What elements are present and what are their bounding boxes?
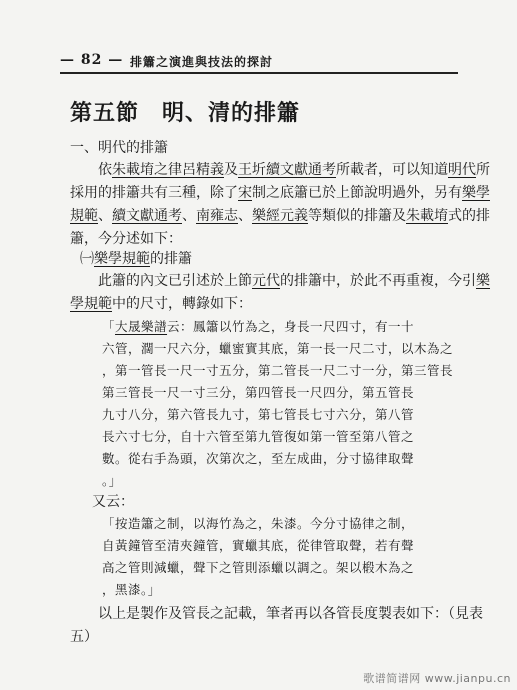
text-line: 以上是製作及管長之記載，筆者再以各管長度製表如下：（見表: [98, 606, 483, 622]
block-quote-2: [102, 513, 414, 601]
running-header: [60, 52, 460, 74]
text-line: 規範、續文獻通考、南雍志、樂經元義等類似的排簫及朱載堉式的排: [70, 208, 490, 224]
paragraph-intro: [70, 159, 490, 251]
text-line: 學規範中的尺寸，轉錄如下：: [70, 296, 252, 312]
subsection-heading: ㈠樂學規範的排簫: [80, 251, 192, 267]
chapter-title: 第五節 明、清的排簫: [70, 100, 301, 126]
quote-line: 自黃鐘管至清夾鐘管，實蠟其底，從律管取聲，若有聲: [102, 538, 415, 553]
text-line: 依朱載堉之律呂精義及王圻續文獻通考所載者，可以知道明代所: [98, 162, 490, 178]
quote-line: 數。從右手為頭，次第次之，至左成曲，分寸協律取聲: [102, 451, 415, 466]
quote-line: 第三管長一尺一寸三分，第四管長一尺四分，第五管長: [102, 385, 415, 400]
paragraph-closing: [70, 603, 483, 649]
quote-line: 九寸八分，第六管長九寸，第七管長七寸六分，第八管: [102, 407, 415, 422]
quote-line: 長六寸七分，自十六管至第九管復如第一管至第八管之: [102, 429, 415, 444]
quote-line: ，第一管長一尺一寸五分，第二管長一尺二寸一分，第三管長: [102, 363, 454, 378]
block-quote-1: [102, 316, 453, 492]
quote-line: 高之管則減蠟，聲下之管則添蠟以調之。架以椴木為之: [102, 560, 415, 575]
quote-line: 。」: [102, 473, 122, 488]
page-number: — 82 —: [60, 52, 124, 68]
paragraph-subsection: [70, 270, 490, 316]
quote-line: 「大晟樂譜云：鳳簫以竹為之，身長一尺四寸，有一十: [102, 319, 415, 334]
header-rule: [60, 72, 458, 74]
text-line: 五）: [70, 629, 98, 645]
quote-line: 六管，濶一尺六分，蠟蜜實其底，第一長一尺二寸，以木為之: [102, 341, 454, 356]
quote-intro: 又云：: [92, 494, 134, 510]
watermark: 歌谱简谱网 www.jianpu.cn: [363, 672, 511, 685]
text-line: 此簫的內文已引述於上節元代的排簫中，於此不再重複，今引樂: [98, 273, 490, 289]
running-title: 排簫之演進與技法的探討: [130, 55, 274, 69]
quote-line: 「按造簫之制，以海竹為之，朱漆。今分寸協律之制，: [102, 516, 415, 531]
text-line: 採用的排簫共有三種，除了宋制之底簫已於上節說明過外，另有樂學: [70, 185, 490, 201]
text-line: 簫，今分述如下：: [70, 231, 182, 247]
section-heading: 一、明代的排簫: [70, 140, 168, 156]
quote-line: ，黑漆。」: [102, 582, 161, 597]
